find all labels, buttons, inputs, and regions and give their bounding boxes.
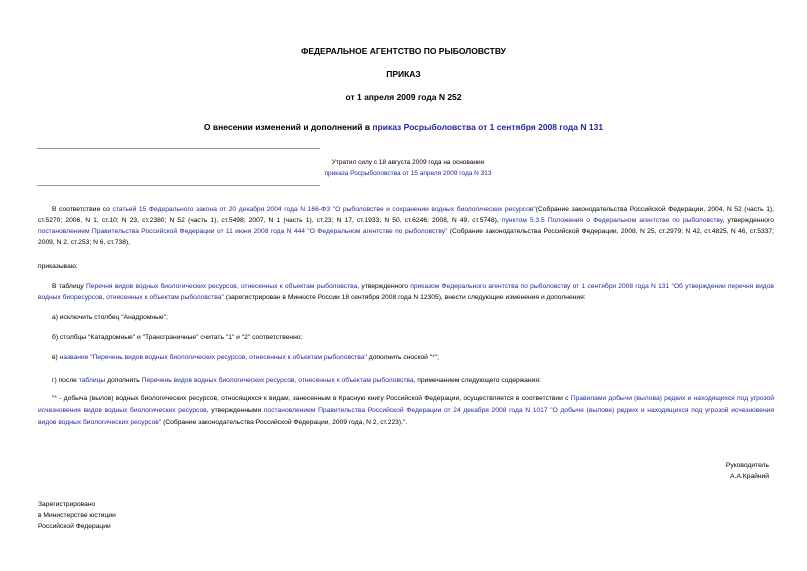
item-c-text-2: дополнить сноской " [366,354,433,361]
item-c-text-3: "; [434,354,439,361]
decree-1017-link[interactable]: постановлением Правительства Российской Федерации от 24 декабря 2008 года N 1017 "О добыче (вылове) редких и находящихся под угрозой исчезновения видов водных биологических ресурсов" [38,407,774,426]
regulation-point-link[interactable]: пунктом 5.3.5 Положения о Федеральном агентстве по рыболовству [501,217,723,224]
list-name-link[interactable]: название "Перечень видов водных биологических ресурсов, отнесенных к объектам рыболовства" [59,354,367,361]
title-order-link[interactable]: приказ Росрыболовства от 1 сентября 2008 года N 131 [372,122,604,132]
law-article-link[interactable]: статьей 15 Федерального закона от 20 декабря 2004 года N 166-ФЗ "О рыболовстве и сохранении водных биологических ресурсов" [112,206,536,213]
registration-block [38,499,238,532]
status-divider-bottom [37,185,320,186]
status-order-link[interactable]: приказа Росрыболовства от 15 апреля 2009 года N 313 [324,170,492,177]
intro-text-2: (Собрание законодательства Российской Федерации, 2004, N 52 (часть 1), ст.5270; 2006, N 1, ст.10; N 23, ст.2380; N 52 (часть 1), ст.5498; 2007, N 1 (часть 1), ст.23; N 17, ст.1933; N 50, ст.6246; 2008, N 49, ст.5748), [38,206,774,224]
registration-line-2: в Министерстве юстиции [38,512,116,519]
item-b: б) столбцы "Катадромные" и "Трансграничные" считать "1" и "2" соответственно; [52,334,303,341]
order-131-link[interactable]: приказом Федерального агентства по рыболовству от 1 сентября 2008 года N 131 "Об утверждении перечня видов водных биоресурсов, отнесенных к объектам рыболовства" [38,283,774,301]
item-c-text-1: в) [52,354,60,361]
intro-text-3: , утвержденного [722,217,774,224]
note-text-3: , утвержденными [206,407,264,414]
status-link-line [37,169,779,179]
intro-paragraph [38,204,774,248]
agency-heading: ФЕДЕРАЛЬНОЕ АГЕНТСТВО ПО РЫБОЛОВСТВУ [301,46,506,56]
main-text-1: В таблицу [52,283,86,290]
rules-link[interactable]: Правилами добычи (вылова) редких и находящихся под угрозой исчезновения видов водных биологических ресурсов [38,395,774,414]
species-list-link-2[interactable]: Перечень видов водных биологических ресурсов, отнесенных к объектам рыболовства [141,377,414,384]
registration-line-1: Зарегистрировано [38,501,96,508]
intro-text-1: В соответствии со [52,206,113,213]
intro-text-4: (Собрание законодательства Российской Федерации, 2008, N 25, ст.2979; N 42, ст.4825, N 46, ст.5337; 2009, N 2, ст.253; N 6, ст.738), [38,228,774,246]
status-divider-top [37,148,320,149]
item-d-text-1: г) после [52,377,79,384]
signer-role: Руководитель [725,462,769,469]
main-text-2: , утвержденного [357,283,411,290]
main-paragraph [38,281,774,303]
doc-type-heading: ПРИКАЗ [386,69,421,79]
item-d-text-3: , примечанием следующего содержания: [413,377,541,384]
title-prefix: О внесении изменений и дополнений в [203,122,373,132]
note-text-4: (Собрание законодательства Российской Федерации, 2009 года, N 2, ст.223).". [161,419,408,426]
note-text-1: " [52,395,55,402]
registration-line-3: Российской Федерации [38,523,111,530]
government-decree-link[interactable]: постановлением Правительства Российской Федерации от 11 июня 2008 года N 444 "О Федеральном агентстве по рыболовству" [38,228,448,235]
item-d-text-2: дополнить [105,377,142,384]
signer-name: А.А.Крайний [730,473,769,480]
species-list-link[interactable]: Перечня видов водных биологических ресурсов, отнесенных к объектам рыболовства [85,283,358,290]
signature-block [560,460,769,482]
footnote-mark-link[interactable]: * [432,354,435,361]
item-a: а) исключить столбец "Анадромные"; [52,314,168,321]
table-link[interactable]: таблицы [78,377,106,384]
note-mark-link[interactable]: * [54,395,57,402]
item-c [52,352,752,363]
note-text-2: - добыча (вылов) водных биологических ресурсов, относящихся к видам, занесенным в Красную книгу Российской Федерации, осуществляется в соответствии с [56,395,571,402]
status-note: Утратил силу с 18 августа 2009 года на основании [331,159,485,166]
order-word: приказываю: [38,263,78,270]
note-paragraph [38,393,774,429]
document-title [0,122,807,133]
main-text-3: (зарегистрирован в Минюсте России 18 сентября 2008 года N 12305), внести следующие изменения и дополнения: [223,294,586,301]
item-d [52,375,752,386]
date-number-heading: от 1 апреля 2009 года N 252 [345,92,462,102]
